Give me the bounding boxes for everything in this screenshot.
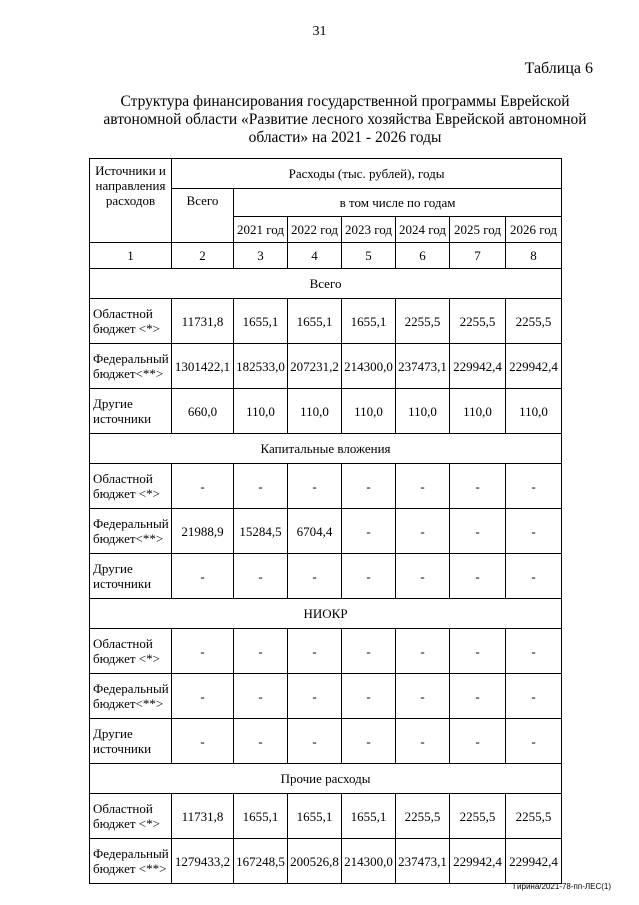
table-row [90, 509, 562, 554]
value-cell: - [450, 464, 506, 509]
year-header: 2023 год [342, 217, 396, 243]
value-cell: 2255,5 [506, 794, 562, 839]
value-cell: - [450, 629, 506, 674]
table-row [90, 674, 562, 719]
year-header: 2024 год [396, 217, 450, 243]
value-cell: 11731,8 [172, 299, 234, 344]
value-cell: 229942,4 [506, 839, 562, 884]
value-cell: - [288, 674, 342, 719]
source-cell: Областной бюджет <*> [90, 299, 172, 344]
value-cell: 2255,5 [396, 299, 450, 344]
value-cell: 167248,5 [234, 839, 288, 884]
value-cell: - [396, 719, 450, 764]
value-cell: 1655,1 [342, 794, 396, 839]
value-cell: - [506, 674, 562, 719]
value-cell: - [450, 554, 506, 599]
value-cell: - [234, 464, 288, 509]
value-cell: 1655,1 [234, 299, 288, 344]
value-cell: 110,0 [396, 389, 450, 434]
value-cell: - [342, 719, 396, 764]
section-title: НИОКР [90, 599, 562, 629]
header-sources: Источники и направления расходов [90, 159, 172, 243]
table-row [90, 554, 562, 599]
column-number: 4 [288, 243, 342, 269]
value-cell: - [288, 554, 342, 599]
page-number: 31 [312, 24, 327, 39]
value-cell: 1655,1 [288, 299, 342, 344]
table-row [90, 629, 562, 674]
value-cell: - [234, 554, 288, 599]
column-number: 8 [506, 243, 562, 269]
value-cell: - [506, 554, 562, 599]
source-cell: Другие источники [90, 389, 172, 434]
table-row [90, 794, 562, 839]
value-cell: 229942,4 [450, 839, 506, 884]
document-title: Структура финансирования государственной программы Еврейской автономной области «Развитие лесного хозяйства Еврейской автономной области» на 2021 - 2026 годы [103, 93, 587, 146]
value-cell: 2255,5 [450, 299, 506, 344]
year-header: 2026 год [506, 217, 562, 243]
value-cell: 1655,1 [288, 794, 342, 839]
value-cell: 110,0 [450, 389, 506, 434]
value-cell: - [342, 464, 396, 509]
source-cell: Другие источники [90, 554, 172, 599]
value-cell: - [172, 464, 234, 509]
value-cell: 2255,5 [506, 299, 562, 344]
value-cell: 1301422,1 [172, 344, 234, 389]
document-code: Гирина/2021-78-пп-ЛЕС(1) [513, 882, 611, 891]
value-cell: - [172, 629, 234, 674]
source-cell: Областной бюджет <*> [90, 629, 172, 674]
section-title: Всего [90, 269, 562, 299]
header-total: Всего [172, 189, 234, 243]
source-cell: Другие источники [90, 719, 172, 764]
header-by-years: в том числе по годам [234, 189, 562, 217]
value-cell: - [396, 629, 450, 674]
value-cell: - [450, 719, 506, 764]
value-cell: 182533,0 [234, 344, 288, 389]
value-cell: - [450, 509, 506, 554]
value-cell: - [506, 629, 562, 674]
value-cell: - [288, 464, 342, 509]
value-cell: - [342, 629, 396, 674]
source-cell: Областной бюджет <*> [90, 794, 172, 839]
value-cell: 2255,5 [396, 794, 450, 839]
column-number: 5 [342, 243, 396, 269]
value-cell: - [506, 464, 562, 509]
table-row [90, 839, 562, 884]
value-cell: 237473,1 [396, 344, 450, 389]
source-cell: Областной бюджет <*> [90, 464, 172, 509]
value-cell: 110,0 [342, 389, 396, 434]
value-cell: - [396, 554, 450, 599]
table-row [90, 344, 562, 389]
value-cell: 207231,2 [288, 344, 342, 389]
value-cell: - [234, 674, 288, 719]
value-cell: 21988,9 [172, 509, 234, 554]
value-cell: 110,0 [288, 389, 342, 434]
value-cell: 6704,4 [288, 509, 342, 554]
value-cell: 2255,5 [450, 794, 506, 839]
value-cell: - [172, 554, 234, 599]
value-cell: 229942,4 [450, 344, 506, 389]
source-cell: Федеральный бюджет<**> [90, 674, 172, 719]
value-cell: - [342, 674, 396, 719]
value-cell: - [288, 629, 342, 674]
source-cell: Федеральный бюджет<**> [90, 509, 172, 554]
table-row [90, 299, 562, 344]
value-cell: - [450, 674, 506, 719]
value-cell: - [396, 464, 450, 509]
source-cell: Федеральный бюджет<**> [90, 344, 172, 389]
value-cell: - [288, 719, 342, 764]
value-cell: 237473,1 [396, 839, 450, 884]
column-number: 2 [172, 243, 234, 269]
value-cell: - [172, 719, 234, 764]
value-cell: - [342, 509, 396, 554]
value-cell: 15284,5 [234, 509, 288, 554]
value-cell: - [342, 554, 396, 599]
value-cell: 214300,0 [342, 344, 396, 389]
column-number: 3 [234, 243, 288, 269]
year-header: 2022 год [288, 217, 342, 243]
value-cell: - [506, 509, 562, 554]
value-cell: 11731,8 [172, 794, 234, 839]
value-cell: 110,0 [234, 389, 288, 434]
column-number: 7 [450, 243, 506, 269]
value-cell: 214300,0 [342, 839, 396, 884]
value-cell: - [172, 674, 234, 719]
table-row [90, 719, 562, 764]
financing-table [89, 158, 562, 884]
value-cell: 200526,8 [288, 839, 342, 884]
value-cell: - [234, 629, 288, 674]
year-header: 2021 год [234, 217, 288, 243]
column-number: 1 [90, 243, 172, 269]
value-cell: - [506, 719, 562, 764]
table-label: Таблица 6 [524, 60, 593, 77]
value-cell: 1655,1 [234, 794, 288, 839]
section-title: Капитальные вложения [90, 434, 562, 464]
value-cell: 229942,4 [506, 344, 562, 389]
section-title: Прочие расходы [90, 764, 562, 794]
value-cell: 110,0 [506, 389, 562, 434]
table-row [90, 464, 562, 509]
value-cell: - [396, 509, 450, 554]
column-number: 6 [396, 243, 450, 269]
source-cell: Федеральный бюджет <**> [90, 839, 172, 884]
value-cell: - [396, 674, 450, 719]
value-cell: 1279433,2 [172, 839, 234, 884]
header-expenses: Расходы (тыс. рублей), годы [172, 159, 562, 189]
year-header: 2025 год [450, 217, 506, 243]
value-cell: 660,0 [172, 389, 234, 434]
table-row [90, 389, 562, 434]
value-cell: - [234, 719, 288, 764]
value-cell: 1655,1 [342, 299, 396, 344]
